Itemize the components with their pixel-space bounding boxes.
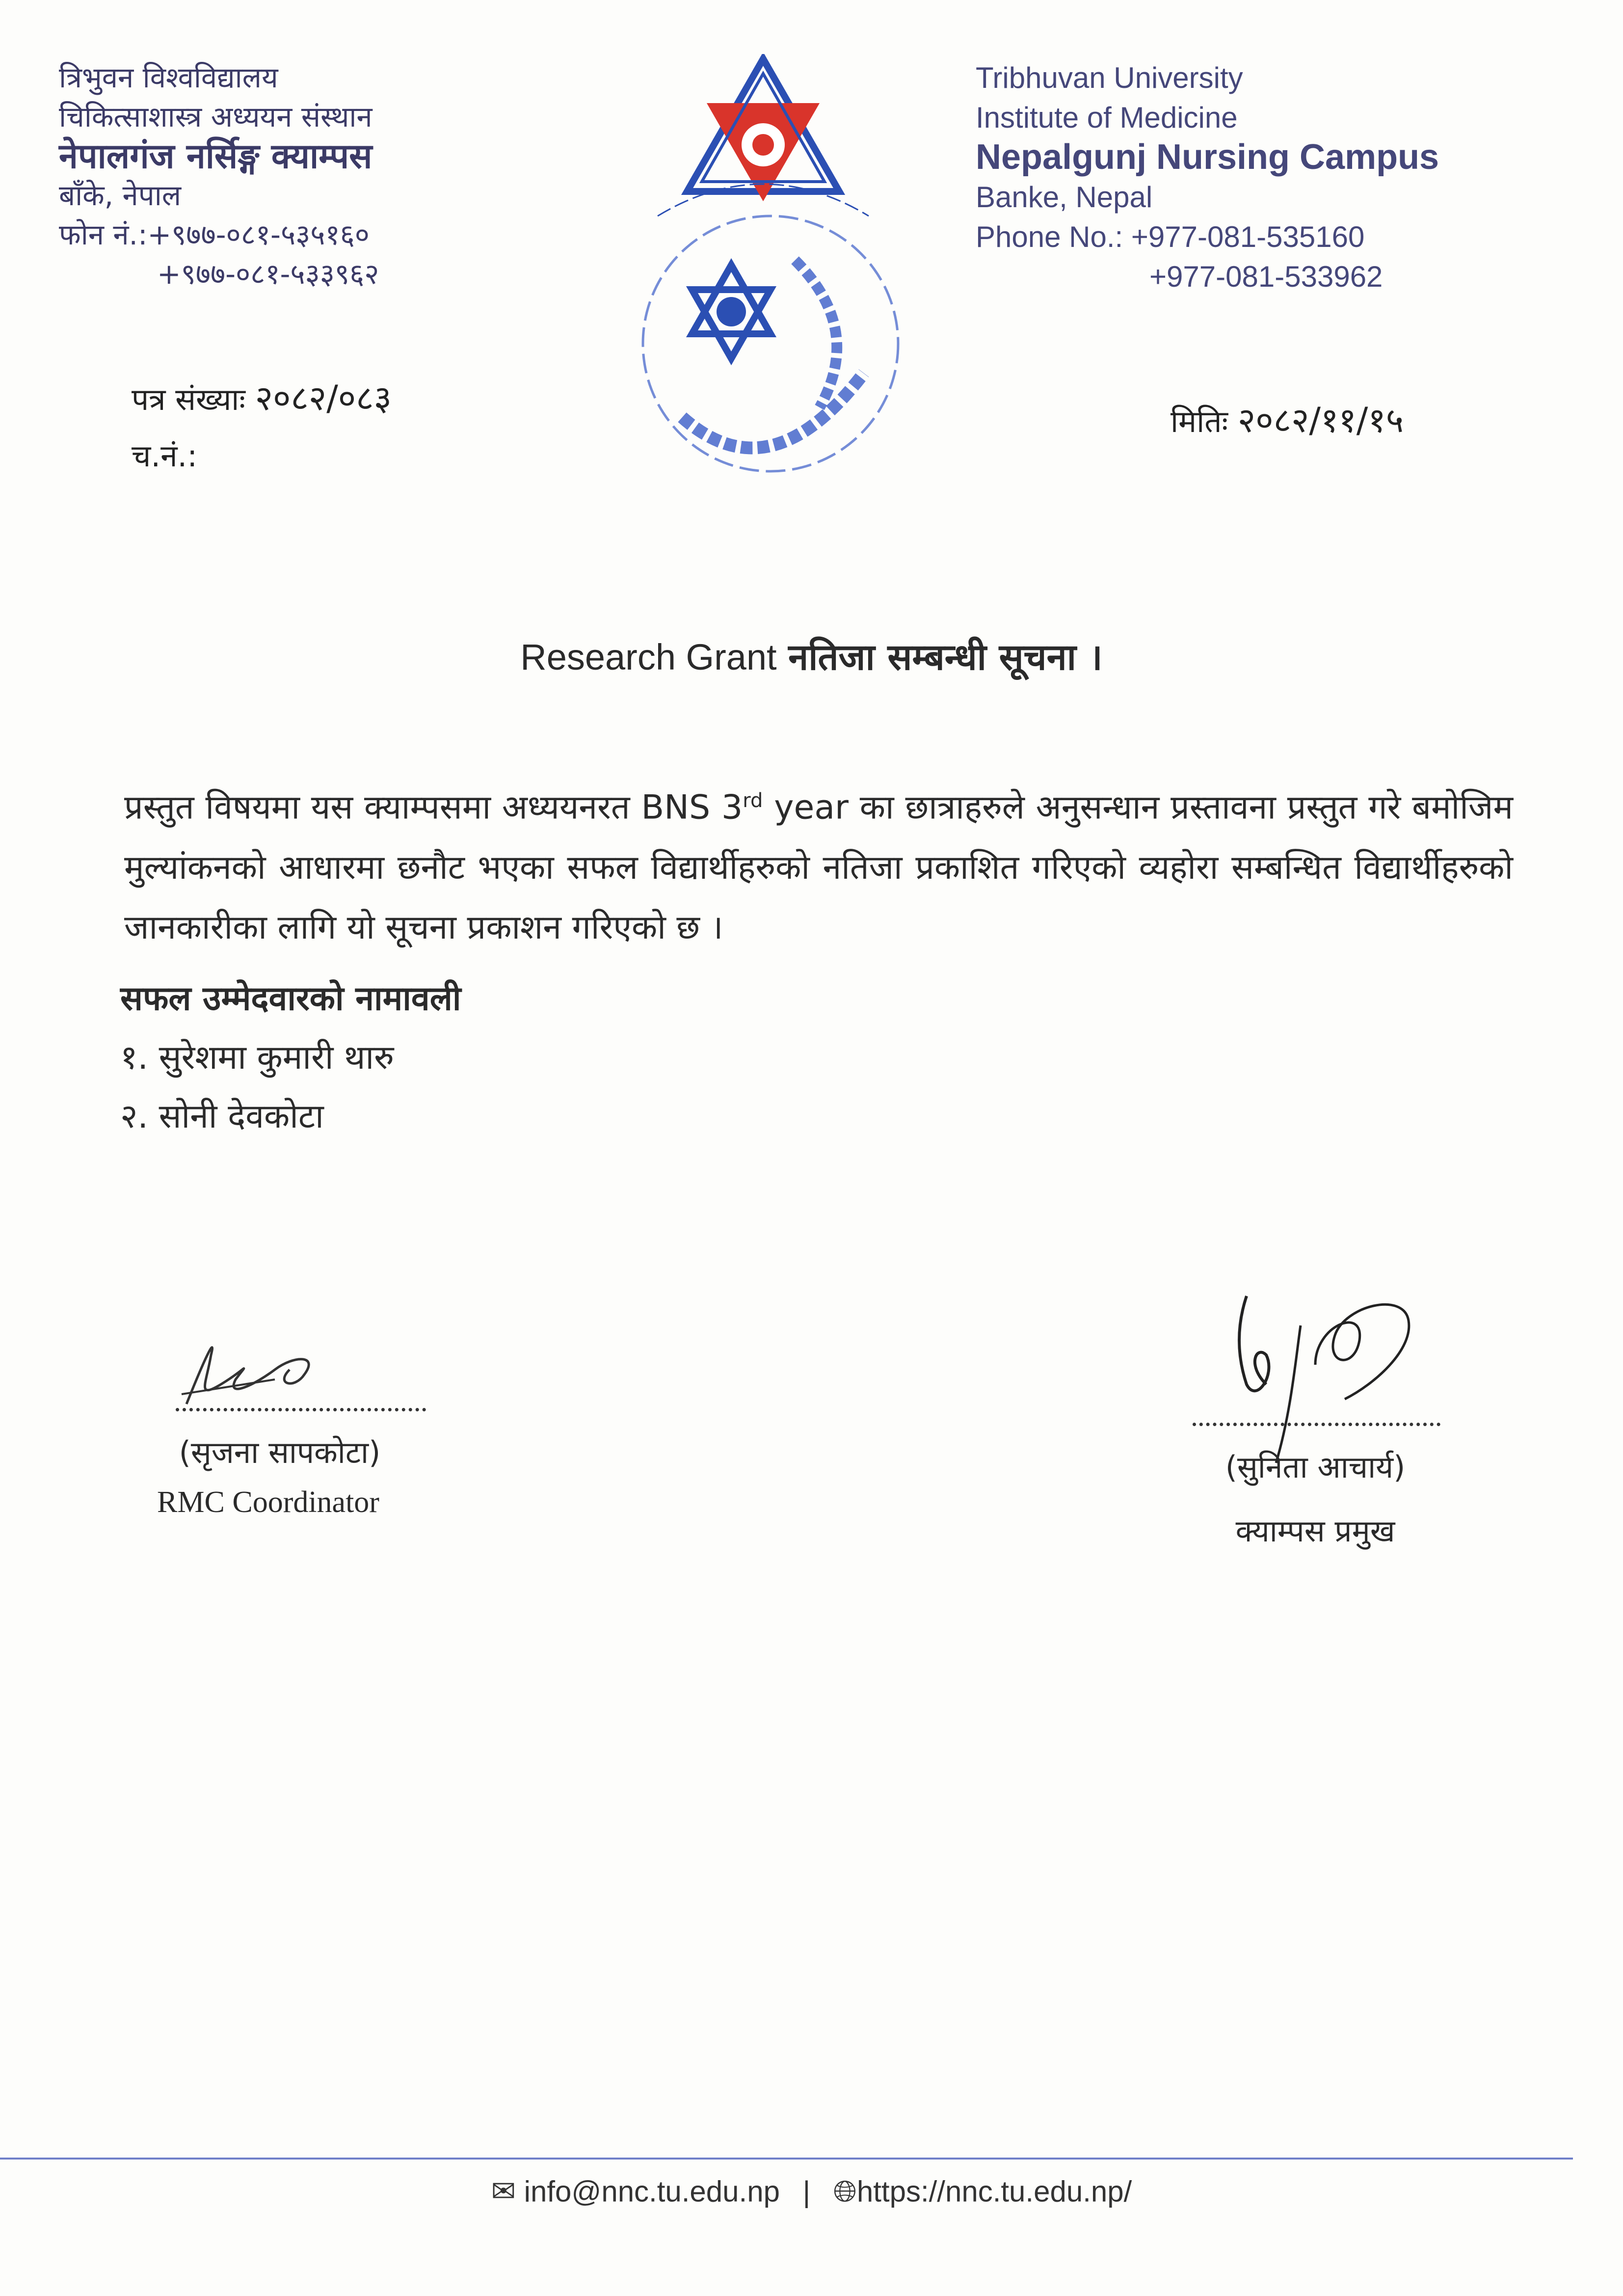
body-text-2: year का छात्राहरुले अनुसन्धान प्रस्तावना प्रस्तुत गरे बमोजिम मुल्यांकनको आधारमा छनौट भएका सफल विद्यार्थीहरुको नतिजा प्रकाशित गरिएको व्यहोरा सम्बन्धित विद्यार्थीहरुको जानकारीका लागि यो सूचना प्रकाशन गरिएको छ । xyxy=(124,788,1513,947)
institute-name-np: चिकित्साशास्त्र अध्ययन संस्थान xyxy=(59,100,372,134)
footer-website[interactable]: https://nnc.tu.edu.np/ xyxy=(856,2175,1132,2208)
signatory-title-left: RMC Coordinator xyxy=(157,1486,379,1519)
letter-number-label: पत्र संख्याः xyxy=(132,381,245,417)
iom-star-icon xyxy=(692,265,771,358)
footer-email[interactable]: info@nnc.tu.edu.np xyxy=(524,2175,780,2208)
phone-number-np-1: +९७७-०८१-५३५१६० xyxy=(147,218,370,251)
title-en: Research Grant xyxy=(520,637,777,677)
header-nepali xyxy=(59,58,379,294)
list-item: १. सुरेशमा कुमारी थारु xyxy=(120,1038,394,1077)
candidate-list-heading: सफल उम्मेदवारको नामावली xyxy=(120,979,461,1018)
phone-number-np-2: +९७७-०८१-५३३९६२ xyxy=(157,257,379,291)
tu-logo-icon xyxy=(687,59,839,201)
body-superscript: rd xyxy=(743,789,763,812)
campus-stamp-ring xyxy=(643,216,898,471)
phone-number-en-2: +977-081-533962 xyxy=(1149,260,1383,293)
date-label: मितिः xyxy=(1171,404,1228,439)
footer-rule xyxy=(0,2158,1573,2160)
campus-name-en: Nepalgunj Nursing Campus xyxy=(976,137,1439,177)
signatory-name-right: (सुनिता आचार्य) xyxy=(1225,1449,1406,1485)
globe-icon: 🌐︎ xyxy=(833,2175,857,2208)
list-item: २. सोनी देवकोटा xyxy=(120,1097,324,1136)
signature-line-right xyxy=(1193,1423,1440,1426)
address-en: Banke, Nepal xyxy=(976,181,1153,214)
candidate-list xyxy=(120,970,461,1146)
phone-np-1 xyxy=(59,215,379,254)
letter-number xyxy=(132,373,392,420)
campus-name-np: नेपालगंज नर्सिङ्ग क्याम्पस xyxy=(59,136,372,176)
university-name-en: Tribhuvan University xyxy=(976,61,1243,94)
body-text-1: प्रस्तुत विषयमा यस क्याम्पसमा अध्ययनरत BNS 3 xyxy=(124,788,743,827)
notice-body xyxy=(124,771,1513,958)
letter-number-value: २०८२/०८३ xyxy=(255,378,392,418)
header-english xyxy=(976,58,1439,297)
signature-line-left xyxy=(176,1408,426,1411)
footer-separator: | xyxy=(802,2175,811,2208)
institute-name-en: Institute of Medicine xyxy=(976,101,1238,134)
title-np: नतिजा सम्बन्धी सूचना । xyxy=(788,636,1103,678)
date xyxy=(1171,395,1404,442)
phone-en-1 xyxy=(976,217,1439,257)
footer xyxy=(0,2172,1623,2209)
signature-right xyxy=(1217,1286,1433,1473)
dispatch-number-label: च.नं.: xyxy=(132,438,198,474)
phone-label-en: Phone No.: xyxy=(976,220,1123,253)
phone-number-en-1: +977-081-535160 xyxy=(1131,220,1365,253)
university-logo-and-stamp xyxy=(609,54,913,496)
signatory-title-right: क्याम्पस प्रमुख xyxy=(1235,1513,1395,1549)
phone-label-np: फोन नं.: xyxy=(59,218,148,251)
envelope-icon: ✉ xyxy=(491,2175,516,2208)
date-value: २०८२/११/१५ xyxy=(1237,400,1404,440)
signature-left xyxy=(177,1325,334,1419)
notice-title xyxy=(0,631,1623,680)
address-np: बाँके, नेपाल xyxy=(59,179,182,212)
university-name-np: त्रिभुवन विश्वविद्यालय xyxy=(59,61,278,94)
signatory-name-left: (सृजना सापकोटा) xyxy=(179,1434,381,1470)
campus-stamp-text xyxy=(682,373,864,448)
